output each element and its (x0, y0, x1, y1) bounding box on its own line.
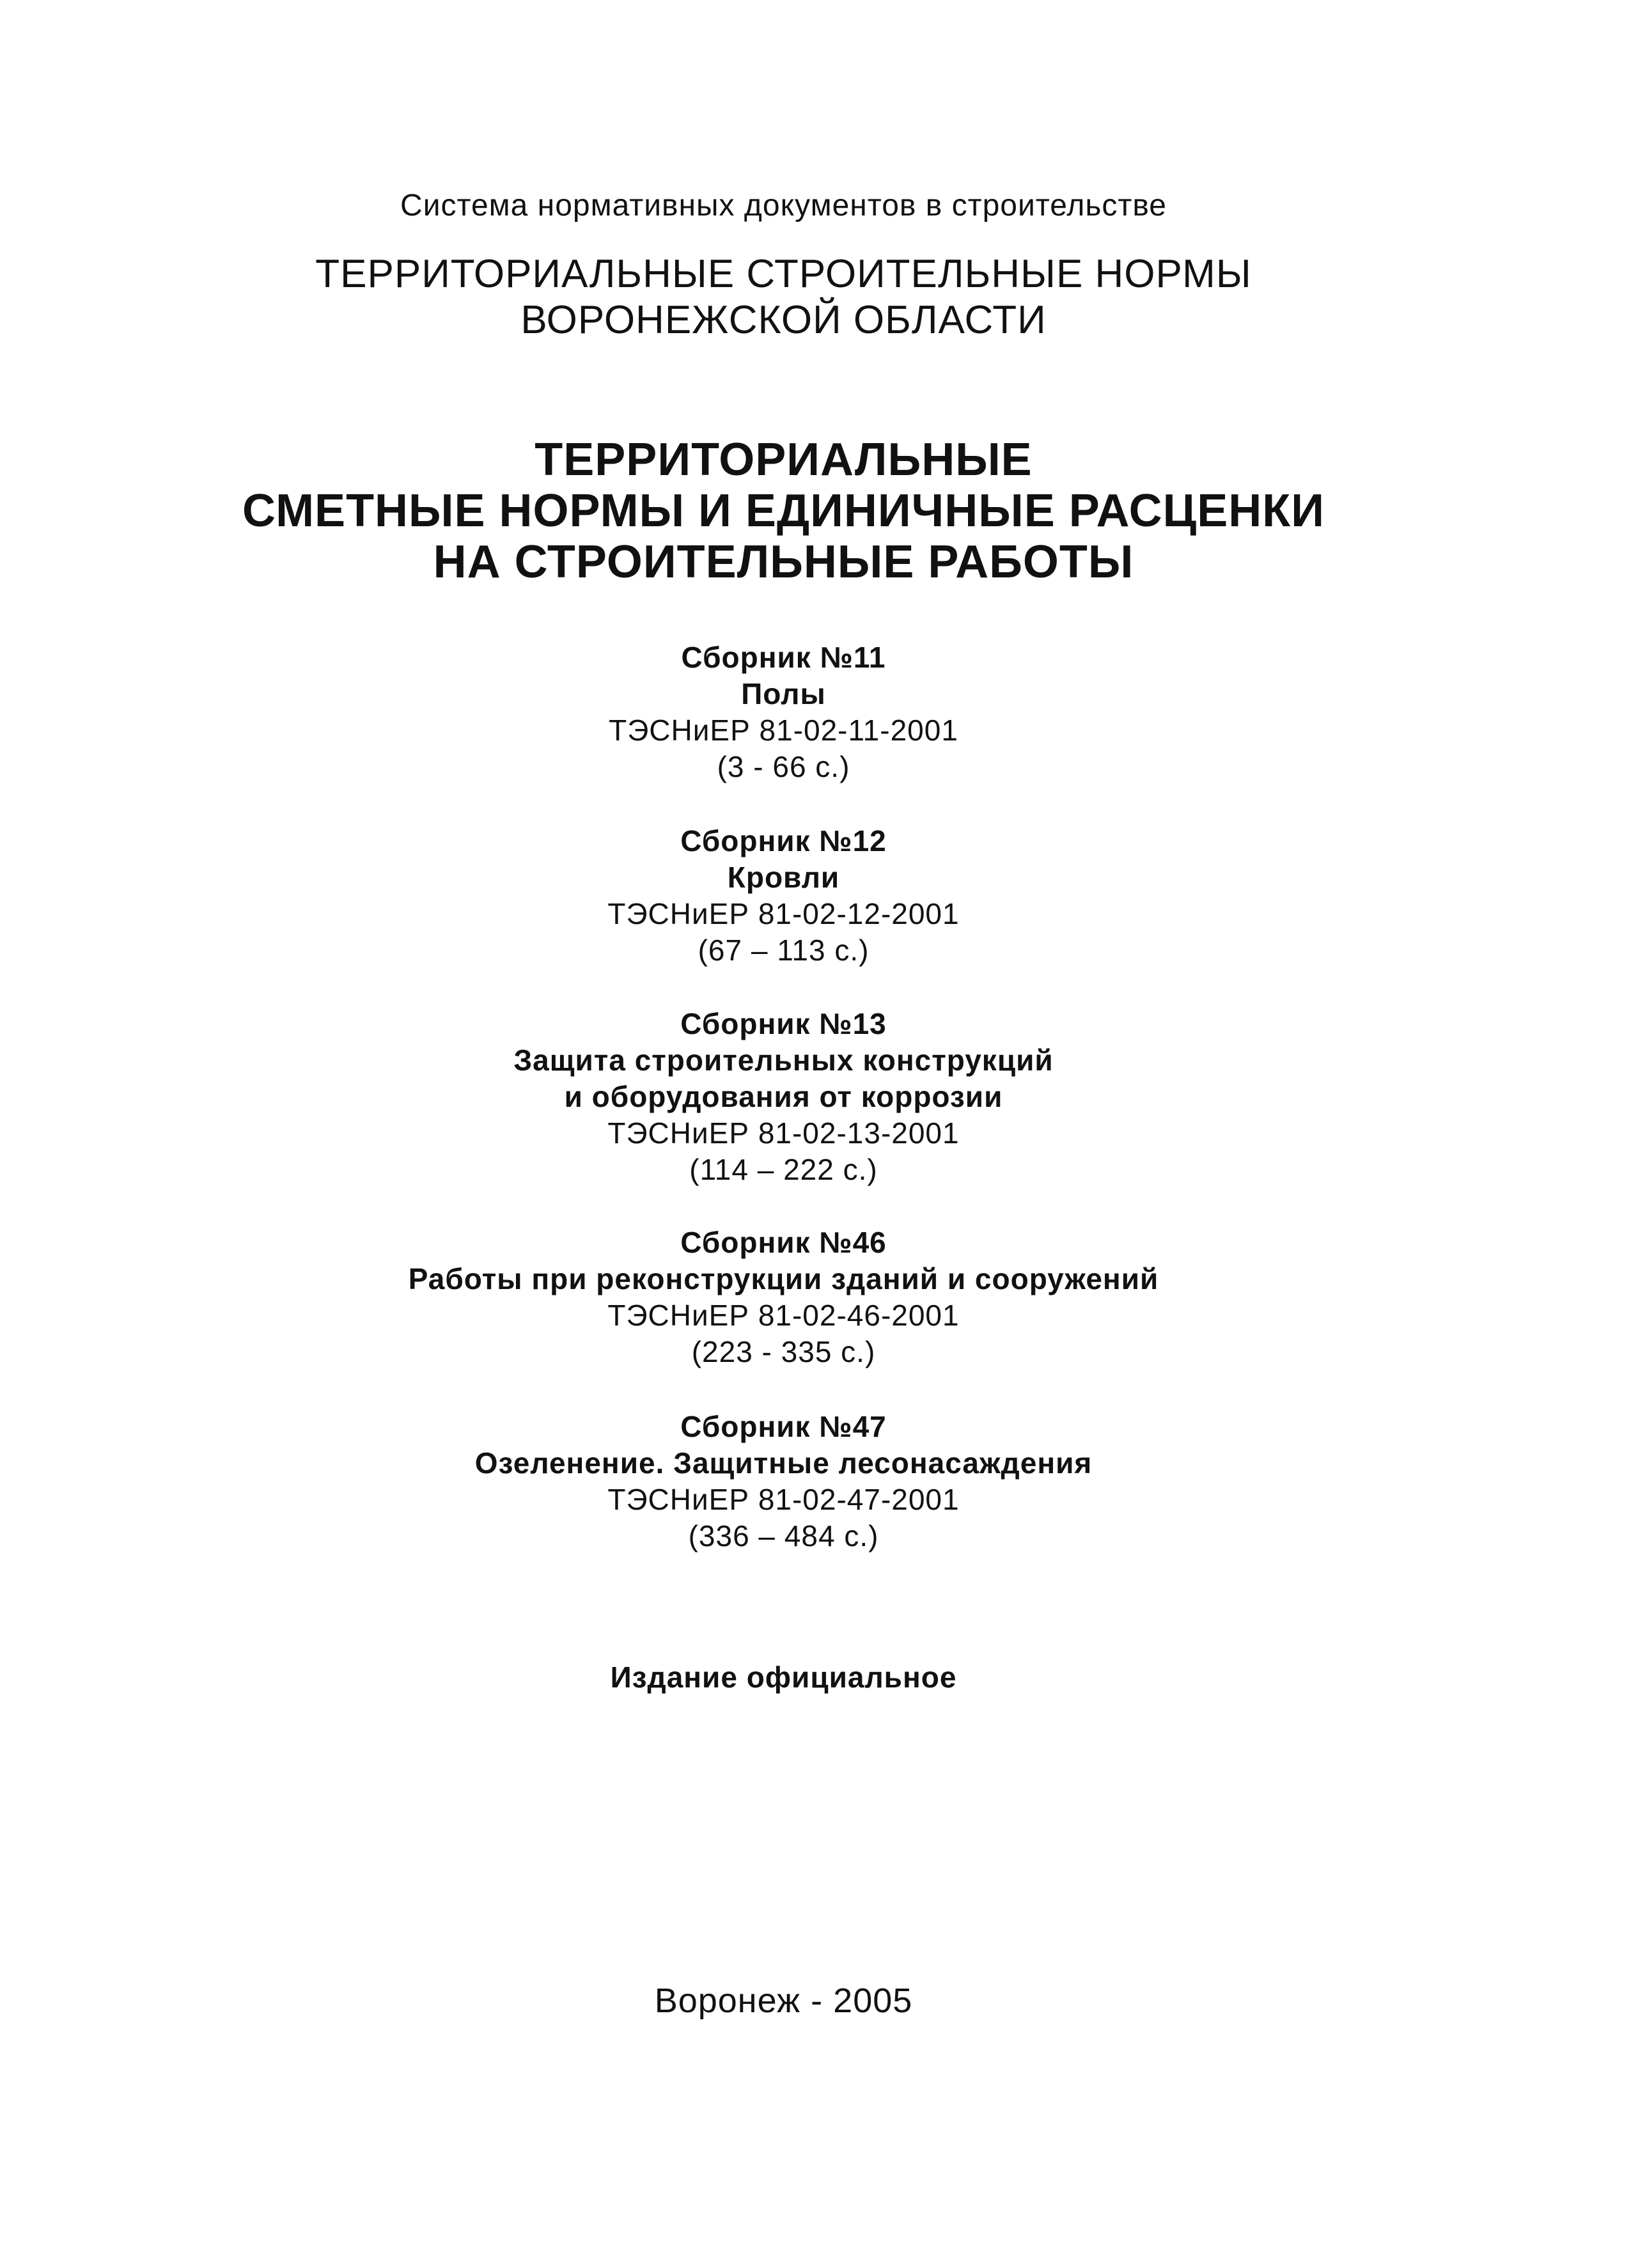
collection-13 (0, 1006, 1567, 1188)
collection-code: ТЭСНиЕР 81-02-11-2001 (609, 714, 958, 747)
collection-code: ТЭСНиЕР 81-02-13-2001 (607, 1116, 960, 1150)
collection-pages: (67 – 113 с.) (698, 934, 870, 967)
collection-pages: (114 – 222 с.) (689, 1153, 878, 1186)
collection-pages: (223 - 335 с.) (691, 1335, 876, 1368)
collection-name-line-2: и оборудования от коррозии (564, 1080, 1003, 1113)
collection-47 (0, 1409, 1567, 1554)
collection-number: Сборник №46 (680, 1226, 887, 1259)
collection-name: Полы (741, 677, 826, 710)
collection-code: ТЭСНиЕР 81-02-46-2001 (607, 1299, 960, 1332)
document-series: Система нормативных документов в строительстве (400, 189, 1167, 223)
main-title-line-2: СМЕТНЫЕ НОРМЫ И ЕДИНИЧНЫЕ РАСЦЕНКИ (242, 485, 1325, 536)
collection-12 (0, 823, 1567, 969)
collection-name: Работы при реконструкции зданий и сооружений (408, 1262, 1159, 1295)
collection-46 (0, 1224, 1567, 1370)
norms-heading-line-1: ТЕРРИТОРИАЛЬНЫЕ СТРОИТЕЛЬНЫЕ НОРМЫ (315, 252, 1252, 296)
collection-pages: (336 – 484 с.) (688, 1519, 879, 1552)
norms-heading-line-2: ВОРОНЕЖСКОЙ ОБЛАСТИ (520, 298, 1047, 342)
collection-11 (0, 639, 1567, 785)
collection-number: Сборник №12 (680, 824, 887, 857)
main-title-line-1: ТЕРРИТОРИАЛЬНЫЕ (535, 434, 1033, 485)
collection-number: Сборник №13 (680, 1007, 887, 1040)
collection-name: Защита строительных конструкций (513, 1044, 1054, 1077)
collection-name: Озеленение. Защитные лесонасаждения (474, 1446, 1093, 1480)
collection-code: ТЭСНиЕР 81-02-12-2001 (607, 897, 960, 930)
edition-note: Издание официальное (610, 1661, 957, 1694)
collection-pages: (3 - 66 с.) (717, 750, 850, 783)
collection-number: Сборник №11 (681, 641, 886, 674)
collection-number: Сборник №47 (680, 1410, 887, 1443)
main-title-line-3: НА СТРОИТЕЛЬНЫЕ РАБОТЫ (433, 536, 1134, 588)
collection-code: ТЭСНиЕР 81-02-47-2001 (607, 1483, 960, 1516)
city-year: Воронеж - 2005 (654, 1982, 913, 2020)
collection-name: Кровли (727, 861, 840, 894)
